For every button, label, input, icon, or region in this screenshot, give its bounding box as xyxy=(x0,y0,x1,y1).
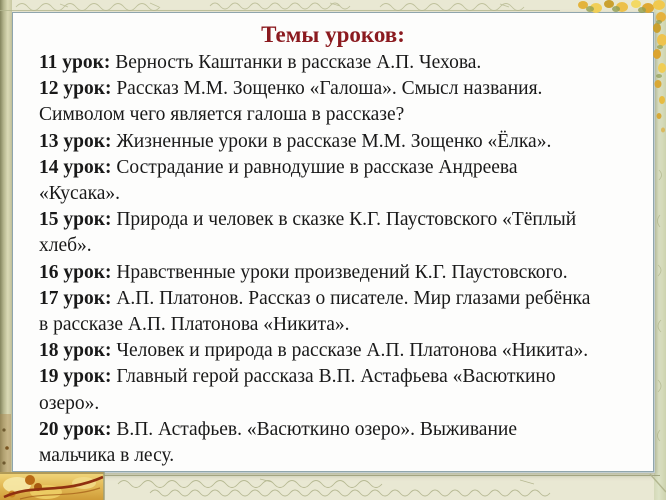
lesson-line xyxy=(39,129,649,155)
lesson-line xyxy=(39,233,649,259)
frame-left-rail xyxy=(0,0,12,500)
lesson-line xyxy=(39,391,649,417)
lesson-text: озеро». xyxy=(39,392,100,414)
lesson-number: 17 урок: xyxy=(39,287,112,309)
lesson-line xyxy=(39,181,649,207)
lesson-text: Природа и человек в сказке К.Г. Паустовского «Тёплый xyxy=(116,209,577,231)
lesson-line xyxy=(39,102,649,128)
lesson-line xyxy=(39,338,649,364)
lesson-text: мальчика в лесу. xyxy=(39,445,175,467)
lesson-line xyxy=(39,76,649,102)
lesson-text: Главный герой рассказа В.П. Астафьева «Васюткино xyxy=(116,366,556,388)
lesson-line xyxy=(39,364,649,390)
lesson-number: 11 урок: xyxy=(39,52,111,73)
lesson-line xyxy=(39,312,649,338)
lesson-text: Человек и природа в рассказе А.П. Платонова «Никита». xyxy=(116,340,589,362)
slide-content xyxy=(13,13,653,469)
lesson-text: А.П. Платонов. Рассказ о писателе. Мир глазами ребёнка xyxy=(116,287,591,309)
lesson-text: Рассказ М.М. Зощенко «Галоша». Смысл названия. xyxy=(116,78,543,100)
lesson-line xyxy=(39,260,649,286)
lesson-number: 15 урок: xyxy=(39,209,112,231)
slide-content-panel xyxy=(12,12,654,472)
lesson-line xyxy=(39,443,649,469)
lesson-number: 19 урок: xyxy=(39,366,112,388)
lesson-line xyxy=(39,207,649,233)
lesson-number: 16 урок: xyxy=(39,261,112,283)
lesson-text: хлеб». xyxy=(39,235,92,257)
lesson-line xyxy=(39,286,649,312)
lesson-number: 13 урок: xyxy=(39,130,112,152)
lesson-number: 18 урок: xyxy=(39,340,112,362)
lesson-text: Жизненные уроки в рассказе М.М. Зощенко «Ёлка». xyxy=(116,130,552,152)
lesson-number: 20 урок: xyxy=(39,418,112,440)
lesson-number: 14 урок: xyxy=(39,156,112,178)
lesson-number: 12 урок: xyxy=(39,78,112,100)
lesson-text: «Кусака». xyxy=(39,183,121,205)
lesson-text: В.П. Астафьев. «Васюткино озеро». Выживание xyxy=(116,418,517,440)
lesson-line xyxy=(39,155,649,181)
lesson-text: Нравственные уроки произведений К.Г. Паустовского. xyxy=(116,261,568,283)
handwriting-texture-top xyxy=(16,3,524,11)
lesson-text: Символом чего является галоша в рассказе? xyxy=(39,104,405,126)
lesson-list xyxy=(39,50,649,469)
frame-right-rail xyxy=(654,0,666,500)
lesson-line xyxy=(39,417,649,443)
lesson-text: Сострадание и равнодушие в рассказе Андреева xyxy=(116,156,518,178)
lesson-text: в рассказе А.П. Платонова «Никита». xyxy=(39,314,350,336)
lesson-text: Верность Каштанки в рассказе А.П. Чехова. xyxy=(115,52,482,73)
slide-title: Темы уроков: xyxy=(261,22,405,47)
lesson-line xyxy=(39,50,649,76)
handwriting-texture-bottom xyxy=(118,479,550,496)
